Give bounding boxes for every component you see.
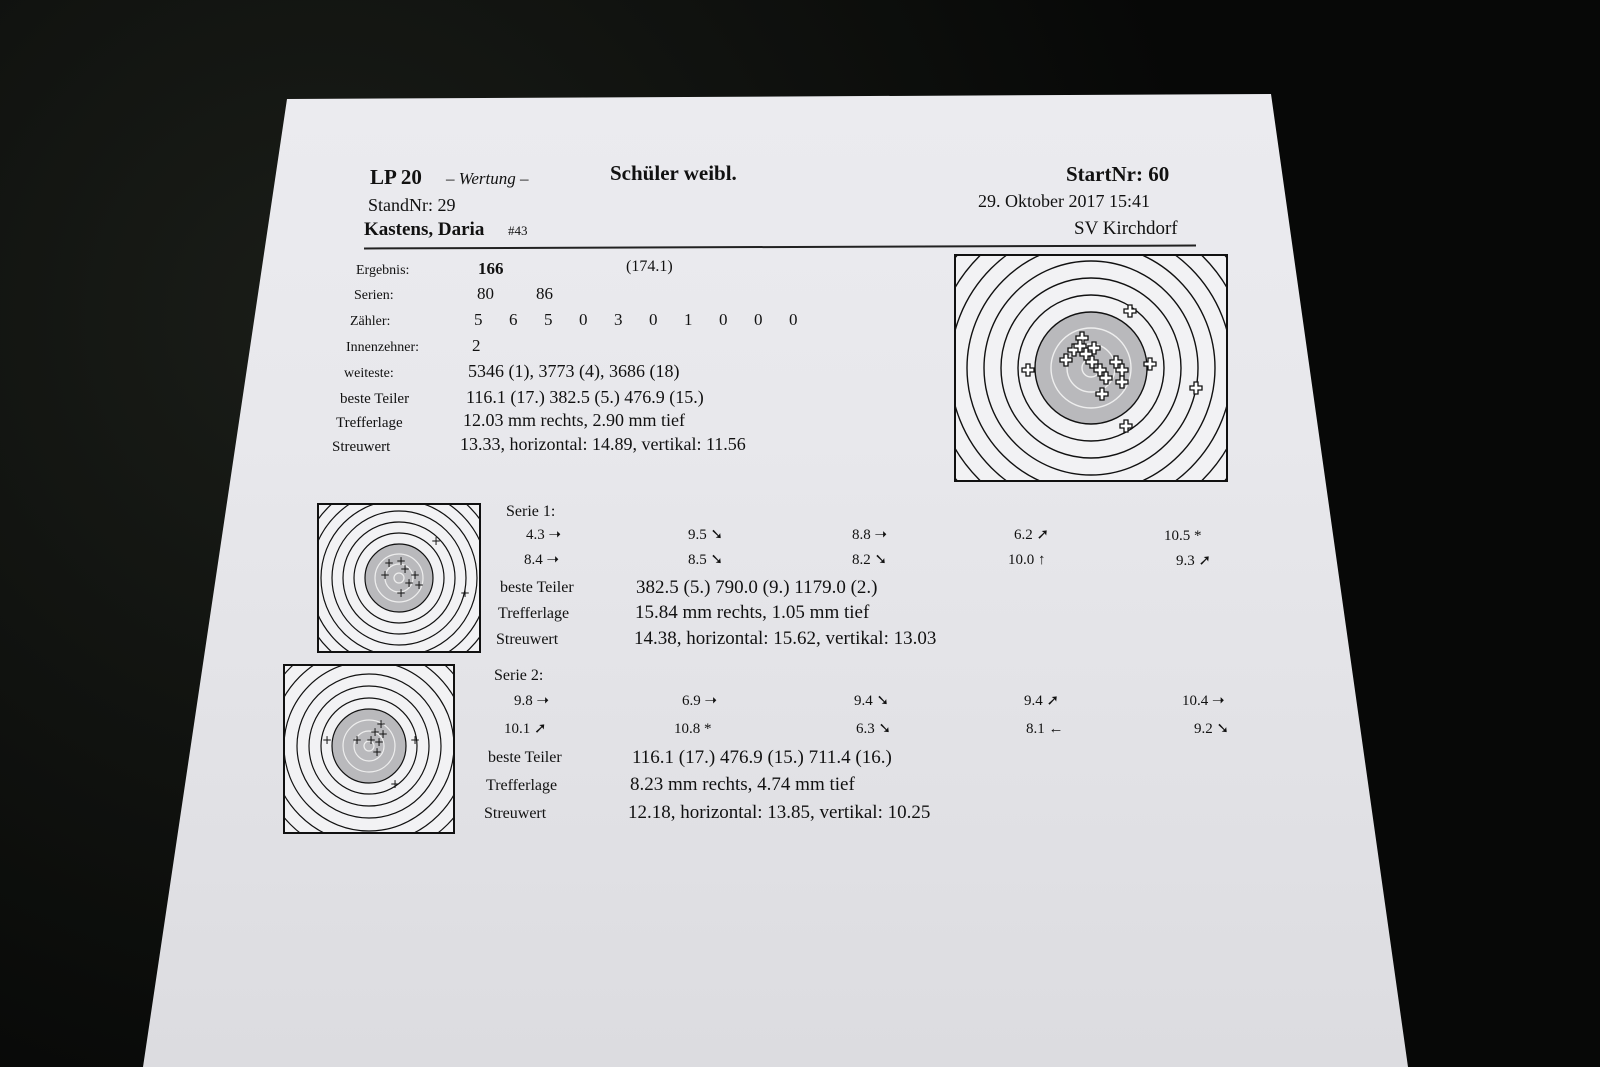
series-2-teiler-value: 116.1 (17.) 476.9 (15.) 711.4 (16.) bbox=[632, 747, 892, 768]
series-1-trefferlage-label: Trefferlage bbox=[498, 605, 570, 622]
serien-label: Serien: bbox=[354, 288, 394, 303]
trefferlage-value: 12.03 mm rechts, 2.90 mm tief bbox=[463, 410, 685, 430]
series-1-teiler-label: beste Teiler bbox=[500, 579, 574, 596]
series-1-shot: 8.8 ➝ bbox=[852, 527, 888, 543]
svg-text:+: + bbox=[409, 568, 421, 582]
innenzehner-label: Innenzehner: bbox=[346, 340, 420, 355]
series-1-shot: 9.5 ➘ bbox=[688, 527, 724, 543]
svg-text:+: + bbox=[371, 745, 383, 759]
svg-text:+: + bbox=[375, 717, 387, 731]
svg-text:+: + bbox=[399, 562, 411, 576]
zaehler-value: 6 bbox=[509, 310, 518, 329]
trefferlage-label: Trefferlage bbox=[336, 415, 403, 431]
series-1-shot: 9.3 ➚ bbox=[1176, 553, 1212, 569]
series-1-teiler-value: 382.5 (5.) 790.0 (9.) 1179.0 (2.) bbox=[636, 577, 878, 598]
series-1-shot: 8.2 ➘ bbox=[852, 552, 888, 568]
date: 29. Oktober 2017 15:41 bbox=[978, 191, 1150, 211]
svg-text:+: + bbox=[389, 777, 401, 791]
ergebnis-label: Ergebnis: bbox=[356, 263, 410, 278]
series-1-shot: 6.2 ➚ bbox=[1014, 527, 1050, 543]
series-1-shot: 8.5 ➘ bbox=[688, 552, 724, 568]
zaehler-value: 0 bbox=[789, 310, 798, 329]
series-2-shot: 10.4 ➝ bbox=[1182, 693, 1225, 709]
zaehler-value: 5 bbox=[544, 310, 553, 329]
series-2-shot: 6.9 ➝ bbox=[682, 693, 718, 709]
series-2-shot: 9.4 ➘ bbox=[854, 693, 890, 709]
series-1-title: Serie 1: bbox=[506, 503, 556, 520]
ergebnis-value: 166 bbox=[478, 259, 504, 278]
mode: – Wertung – bbox=[446, 169, 529, 188]
stand-number: StandNr: 29 bbox=[368, 195, 456, 215]
streuwert-value: 13.33, horizontal: 14.89, vertikal: 11.56 bbox=[460, 434, 746, 454]
zaehler-value: 3 bbox=[614, 310, 623, 329]
zaehler-value: 5 bbox=[474, 310, 483, 329]
svg-text:+: + bbox=[459, 586, 471, 600]
svg-text:+: + bbox=[413, 578, 425, 592]
svg-text:+: + bbox=[403, 576, 415, 590]
start-number: StartNr: 60 bbox=[1066, 162, 1170, 186]
series-1-shot: 4.3 ➝ bbox=[526, 527, 562, 543]
series-2-shot: 9.2 ➘ bbox=[1194, 721, 1230, 737]
ergebnis-decimal: (174.1) bbox=[626, 258, 673, 275]
series-2-shot: 8.1 ← bbox=[1026, 721, 1064, 737]
series-1-shot: 10.0 ↑ bbox=[1008, 552, 1046, 568]
shooter-id: #43 bbox=[508, 223, 528, 238]
series-1-streuwert-value: 14.38, horizontal: 15.62, vertikal: 13.03 bbox=[634, 628, 937, 649]
series-1-target-diagram bbox=[317, 503, 481, 653]
svg-text:+: + bbox=[395, 554, 407, 568]
svg-text:+: + bbox=[377, 727, 389, 741]
serien-value-1: 80 bbox=[477, 284, 494, 303]
zaehler-label: Zähler: bbox=[350, 314, 391, 329]
weiteste-value: 5346 (1), 3773 (4), 3686 (18) bbox=[468, 361, 680, 381]
svg-text:+: + bbox=[430, 534, 442, 548]
zaehler-value: 0 bbox=[754, 310, 763, 329]
series-2-shot: 9.8 ➝ bbox=[514, 693, 550, 709]
svg-text:+: + bbox=[365, 733, 377, 747]
teiler-value: 116.1 (17.) 382.5 (5.) 476.9 (15.) bbox=[466, 387, 704, 407]
series-2-target-diagram bbox=[283, 664, 455, 834]
svg-text:+: + bbox=[373, 735, 385, 749]
total-target-diagram bbox=[954, 254, 1228, 482]
weiteste-label: weiteste: bbox=[344, 366, 394, 381]
svg-text:+: + bbox=[409, 733, 421, 747]
svg-text:+: + bbox=[351, 733, 363, 747]
zaehler-value: 0 bbox=[719, 310, 728, 329]
series-2-trefferlage-label: Trefferlage bbox=[486, 777, 558, 794]
svg-text:+: + bbox=[395, 586, 407, 600]
series-2-shot: 10.1 ➚ bbox=[504, 721, 547, 737]
teiler-label: beste Teiler bbox=[340, 391, 410, 407]
series-2-trefferlage-value: 8.23 mm rechts, 4.74 mm tief bbox=[630, 774, 855, 795]
series-2-streuwert-value: 12.18, horizontal: 13.85, vertikal: 10.25 bbox=[628, 802, 931, 823]
series-2-teiler-label: beste Teiler bbox=[488, 749, 562, 766]
series-2-title: Serie 2: bbox=[494, 667, 544, 684]
svg-text:+: + bbox=[379, 568, 391, 582]
serien-value-2: 86 bbox=[536, 284, 553, 303]
category: Schüler weibl. bbox=[610, 161, 737, 185]
series-2-shot: 9.4 ➚ bbox=[1024, 693, 1060, 709]
series-2-streuwert-label: Streuwert bbox=[484, 805, 547, 822]
series-2-shot: 6.3 ➘ bbox=[856, 721, 892, 737]
series-1-shot: 8.4 ➝ bbox=[524, 552, 560, 568]
streuwert-label: Streuwert bbox=[332, 439, 391, 455]
svg-text:+: + bbox=[321, 733, 333, 747]
club: SV Kirchdorf bbox=[1074, 218, 1178, 239]
series-1-trefferlage-value: 15.84 mm rechts, 1.05 mm tief bbox=[635, 602, 870, 623]
zaehler-value: 0 bbox=[579, 310, 588, 329]
shooter-name: Kastens, Daria bbox=[364, 219, 485, 240]
svg-text:+: + bbox=[383, 556, 395, 570]
zaehler-value: 0 bbox=[649, 310, 658, 329]
series-2-shot: 10.8 * bbox=[674, 721, 712, 737]
series-1-shot: 10.5 * bbox=[1164, 528, 1202, 544]
discipline: LP 20 bbox=[370, 165, 422, 189]
svg-text:+: + bbox=[369, 725, 381, 739]
innenzehner-value: 2 bbox=[472, 336, 481, 355]
series-1-streuwert-label: Streuwert bbox=[496, 631, 559, 648]
zaehler-value: 1 bbox=[684, 310, 693, 329]
